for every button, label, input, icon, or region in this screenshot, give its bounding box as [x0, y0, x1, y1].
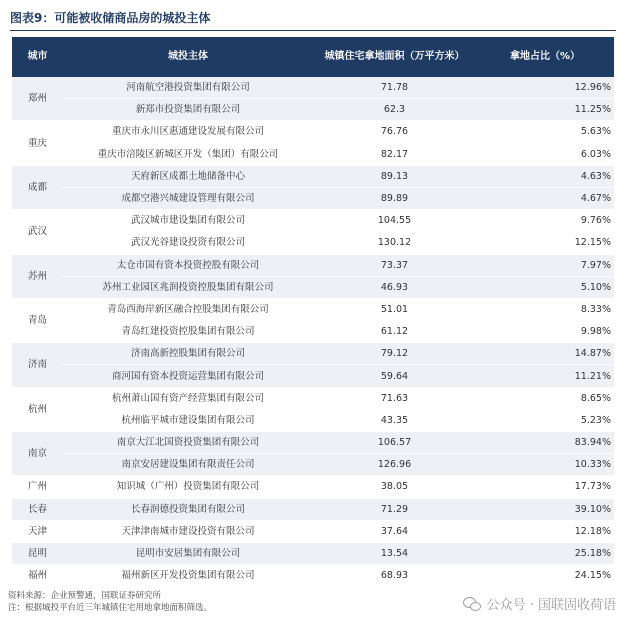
area-cell: 106.57: [313, 432, 476, 454]
table-body: [12, 77, 614, 587]
area-cell: 79.12: [313, 343, 476, 365]
share-cell: 4.67%: [476, 187, 614, 209]
table-row: [12, 187, 614, 209]
table-row: [12, 520, 614, 542]
table-row: [12, 565, 614, 587]
data-table: [12, 37, 614, 587]
share-cell: 25.18%: [476, 542, 614, 564]
city-cell: 青岛: [12, 298, 63, 342]
table-row: [12, 254, 614, 276]
chart-title: 图表9：可能被收储商品房的城投主体: [10, 6, 616, 31]
table-row: [12, 99, 614, 121]
area-cell: 59.64: [313, 365, 476, 387]
table-row: [12, 365, 614, 387]
city-cell: 成都: [12, 165, 63, 209]
entity-cell: 商河国有资本投资运营集团有限公司: [63, 365, 313, 387]
table-row: [12, 165, 614, 187]
share-cell: 11.21%: [476, 365, 614, 387]
area-cell: 73.37: [313, 254, 476, 276]
entity-cell: 重庆市永川区惠通建设发展有限公司: [63, 121, 313, 143]
area-cell: 43.35: [313, 409, 476, 431]
area-cell: 46.93: [313, 276, 476, 298]
city-cell: 重庆: [12, 121, 63, 165]
table-row: [12, 143, 614, 165]
wechat-icon: [463, 597, 481, 611]
entity-cell: 成都空港兴城建设管理有限公司: [63, 187, 313, 209]
table-row: [12, 476, 614, 498]
share-cell: 39.10%: [476, 498, 614, 520]
table-row: [12, 321, 614, 343]
city-cell: 昆明: [12, 542, 63, 564]
area-cell: 61.12: [313, 321, 476, 343]
entity-cell: 武汉光谷建设投资有限公司: [63, 232, 313, 254]
entity-cell: 河南航空港投资集团有限公司: [63, 77, 313, 99]
area-cell: 37.64: [313, 520, 476, 542]
table-row: [12, 298, 614, 320]
area-cell: 13.54: [313, 542, 476, 564]
entity-cell: 天府新区成都土地储备中心: [63, 165, 313, 187]
table-row: [12, 210, 614, 232]
share-cell: 24.15%: [476, 565, 614, 587]
entity-cell: 知识城（广州）投资集团有限公司: [63, 476, 313, 498]
area-cell: 89.13: [313, 165, 476, 187]
city-cell: 武汉: [12, 210, 63, 254]
table-row: [12, 409, 614, 431]
entity-cell: 济南高新控股集团有限公司: [63, 343, 313, 365]
city-cell: 长春: [12, 498, 63, 520]
share-cell: 12.96%: [476, 77, 614, 99]
col-header-area: 城镇住宅拿地面积（万平方米）: [313, 37, 476, 77]
entity-cell: 武汉城市建设集团有限公司: [63, 210, 313, 232]
share-cell: 4.63%: [476, 165, 614, 187]
share-cell: 5.23%: [476, 409, 614, 431]
share-cell: 83.94%: [476, 432, 614, 454]
share-cell: 11.25%: [476, 99, 614, 121]
table-row: [12, 498, 614, 520]
col-header-share: 拿地占比（%）: [476, 37, 614, 77]
city-cell: 苏州: [12, 254, 63, 298]
source-note: 资料来源：企业预警通，国联证券研究所: [8, 591, 162, 601]
table-row: [12, 542, 614, 564]
city-cell: 天津: [12, 520, 63, 542]
area-cell: 104.55: [313, 210, 476, 232]
area-cell: 89.89: [313, 187, 476, 209]
entity-cell: 重庆市涪陵区新城区开发（集团）有限公司: [63, 143, 313, 165]
entity-cell: 苏州工业园区兆润投资控股集团有限公司: [63, 276, 313, 298]
share-cell: 8.65%: [476, 387, 614, 409]
share-cell: 5.63%: [476, 121, 614, 143]
table-row: [12, 77, 614, 99]
city-cell: 福州: [12, 565, 63, 587]
entity-cell: 杭州临平城市建设集团有限公司: [63, 409, 313, 431]
footnote: 注：根据城投平台近三年城镇住宅用地拿地面积筛选。: [8, 603, 213, 613]
area-cell: 62.3: [313, 99, 476, 121]
city-cell: 广州: [12, 476, 63, 498]
table-row: [12, 387, 614, 409]
city-cell: 郑州: [12, 77, 63, 121]
share-cell: 10.33%: [476, 454, 614, 476]
entity-cell: 福州新区开发投资集团有限公司: [63, 565, 313, 587]
city-cell: 杭州: [12, 387, 63, 431]
area-cell: 68.93: [313, 565, 476, 587]
entity-cell: 南京大江北国资投资集团有限公司: [63, 432, 313, 454]
entity-cell: 青岛红建投资控股集团有限公司: [63, 321, 313, 343]
city-cell: 南京: [12, 432, 63, 476]
share-cell: 14.87%: [476, 343, 614, 365]
share-cell: 7.97%: [476, 254, 614, 276]
table-row: [12, 432, 614, 454]
table-row: [12, 343, 614, 365]
entity-cell: 青岛西海岸新区融合控股集团有限公司: [63, 298, 313, 320]
watermark-text: 公众号 · 国联固收荷语: [486, 598, 616, 613]
table-row: [12, 232, 614, 254]
share-cell: 12.18%: [476, 520, 614, 542]
watermark: [463, 594, 616, 613]
area-cell: 38.05: [313, 476, 476, 498]
share-cell: 9.76%: [476, 210, 614, 232]
city-cell: 济南: [12, 343, 63, 387]
share-cell: 17.73%: [476, 476, 614, 498]
table-header-row: [12, 37, 614, 77]
area-cell: 71.78: [313, 77, 476, 99]
entity-cell: 新郑市投资集团有限公司: [63, 99, 313, 121]
share-cell: 6.03%: [476, 143, 614, 165]
area-cell: 76.76: [313, 121, 476, 143]
share-cell: 9.98%: [476, 321, 614, 343]
table-row: [12, 454, 614, 476]
entity-cell: 杭州萧山国有资产经营集团有限公司: [63, 387, 313, 409]
share-cell: 5.10%: [476, 276, 614, 298]
area-cell: 126.96: [313, 454, 476, 476]
entity-cell: 太仓市国有资本投资控股有限公司: [63, 254, 313, 276]
table-row: [12, 276, 614, 298]
col-header-city: 城市: [12, 37, 63, 77]
entity-cell: 长春润德投资集团有限公司: [63, 498, 313, 520]
footer: [8, 590, 212, 614]
table-row: [12, 121, 614, 143]
col-header-entity: 城投主体: [63, 37, 313, 77]
area-cell: 71.63: [313, 387, 476, 409]
area-cell: 51.01: [313, 298, 476, 320]
entity-cell: 昆明市安居集团有限公司: [63, 542, 313, 564]
area-cell: 130.12: [313, 232, 476, 254]
area-cell: 82.17: [313, 143, 476, 165]
entity-cell: 南京安居建设集团有限责任公司: [63, 454, 313, 476]
share-cell: 8.33%: [476, 298, 614, 320]
entity-cell: 天津津南城市建设投资有限公司: [63, 520, 313, 542]
share-cell: 12.15%: [476, 232, 614, 254]
area-cell: 71.29: [313, 498, 476, 520]
